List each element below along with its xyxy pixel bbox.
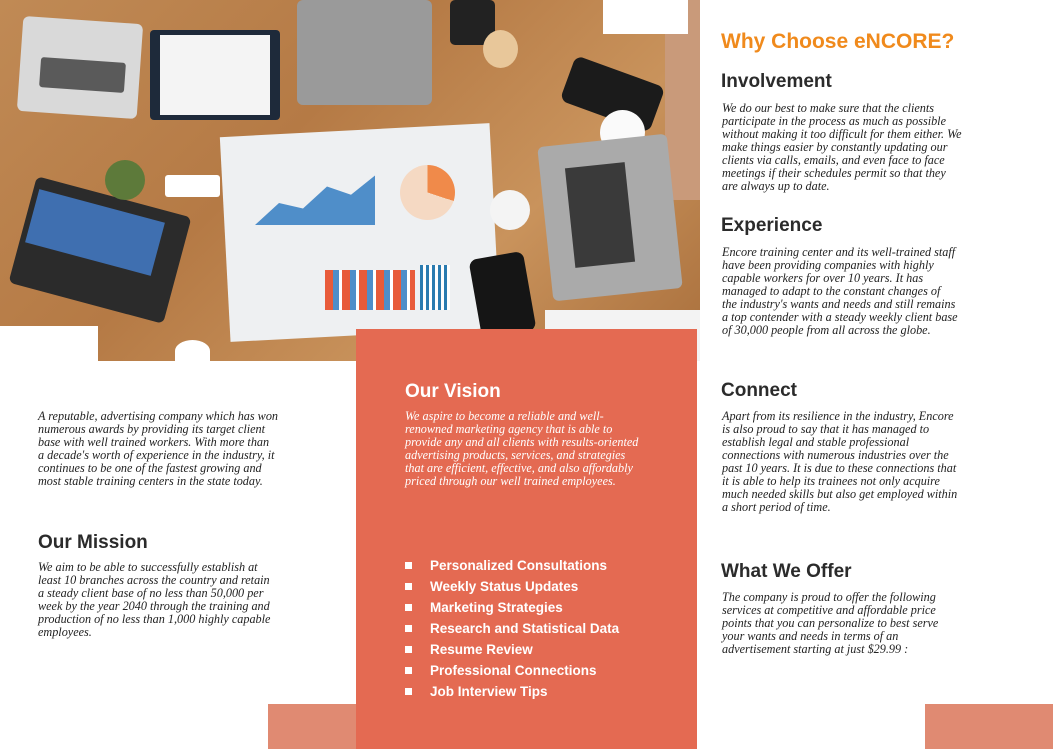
- bullet-icon: [405, 667, 412, 674]
- bullet-icon: [405, 562, 412, 569]
- header-photo: [0, 0, 700, 361]
- page-title: Why Choose eNCORE?: [721, 30, 955, 53]
- vision-heading: Our Vision: [405, 381, 501, 402]
- list-item: Marketing Strategies: [405, 597, 619, 618]
- offer-heading: What We Offer: [721, 561, 852, 582]
- experience-heading: Experience: [721, 215, 823, 236]
- bullet-icon: [405, 583, 412, 590]
- list-item: Weekly Status Updates: [405, 576, 619, 597]
- photo-corner-cutout: [603, 0, 688, 34]
- connect-text: Apart from its resilience in the industry, Encore is also proud to say that it has managed to establish legal and stable professional connections with numerous industries over the past 10 years. It is due to these connections that it is able to help its trainees not only acquire much needed skills but also get employed within a short period of time.: [722, 409, 958, 514]
- list-item: Professional Connections: [405, 660, 619, 681]
- list-item: Job Interview Tips: [405, 681, 619, 702]
- connect-heading: Connect: [721, 380, 797, 401]
- list-item: Personalized Consultations: [405, 555, 619, 576]
- bullet-icon: [405, 646, 412, 653]
- intro-text: A reputable, advertising company which has won numerous awards by providing its target client base with well trained workers. With more than a decade's worth of experience in the industry, it continues to be one of the fastest growing and most stable training centers in the state today.: [38, 409, 279, 488]
- bullet-icon: [405, 625, 412, 632]
- decorative-block: [268, 704, 356, 749]
- experience-text: Encore training center and its well-trained staff have been providing companies with highly capable workers for over 10 years. It has managed to adapt to the constant changes of the industry's wants and needs and still remains a top contender with a steady weekly client base of 30,000 people from all across the globe.: [722, 245, 958, 337]
- vision-text: We aspire to become a reliable and well-renowned marketing agency that is able to provide any and all clients with results-oriented advertising products, services, and strategies that are efficient, effective, and also affordably priced through our well trained employees.: [405, 409, 639, 488]
- offer-text: The company is proud to offer the following services at competitive and affordable price points that you can personalize to best serve your wants and needs in terms of an advertisement starting at just $29.99 :: [722, 590, 939, 656]
- involvement-heading: Involvement: [721, 71, 832, 92]
- involvement-text: We do our best to make sure that the clients participate in the process as much as possible without making it too difficult for them either. We make things easier by constantly updating our clients via calls, emails, and even face to face meetings if their schedules permit so that they are always up to date.: [722, 101, 962, 193]
- list-item: Research and Statistical Data: [405, 618, 619, 639]
- mission-text: We aim to be able to successfully establish at least 10 branches across the country and retain a steady client base of no less than 50,000 per week by the year 2040 through the training and production of no less than 1,000 highly capable employees.: [38, 560, 271, 639]
- offers-list: [405, 555, 619, 702]
- bullet-icon: [405, 688, 412, 695]
- list-item: Resume Review: [405, 639, 619, 660]
- photo-corner-cutout: [0, 326, 98, 362]
- bullet-icon: [405, 604, 412, 611]
- decorative-block: [925, 704, 1053, 749]
- mission-heading: Our Mission: [38, 532, 148, 553]
